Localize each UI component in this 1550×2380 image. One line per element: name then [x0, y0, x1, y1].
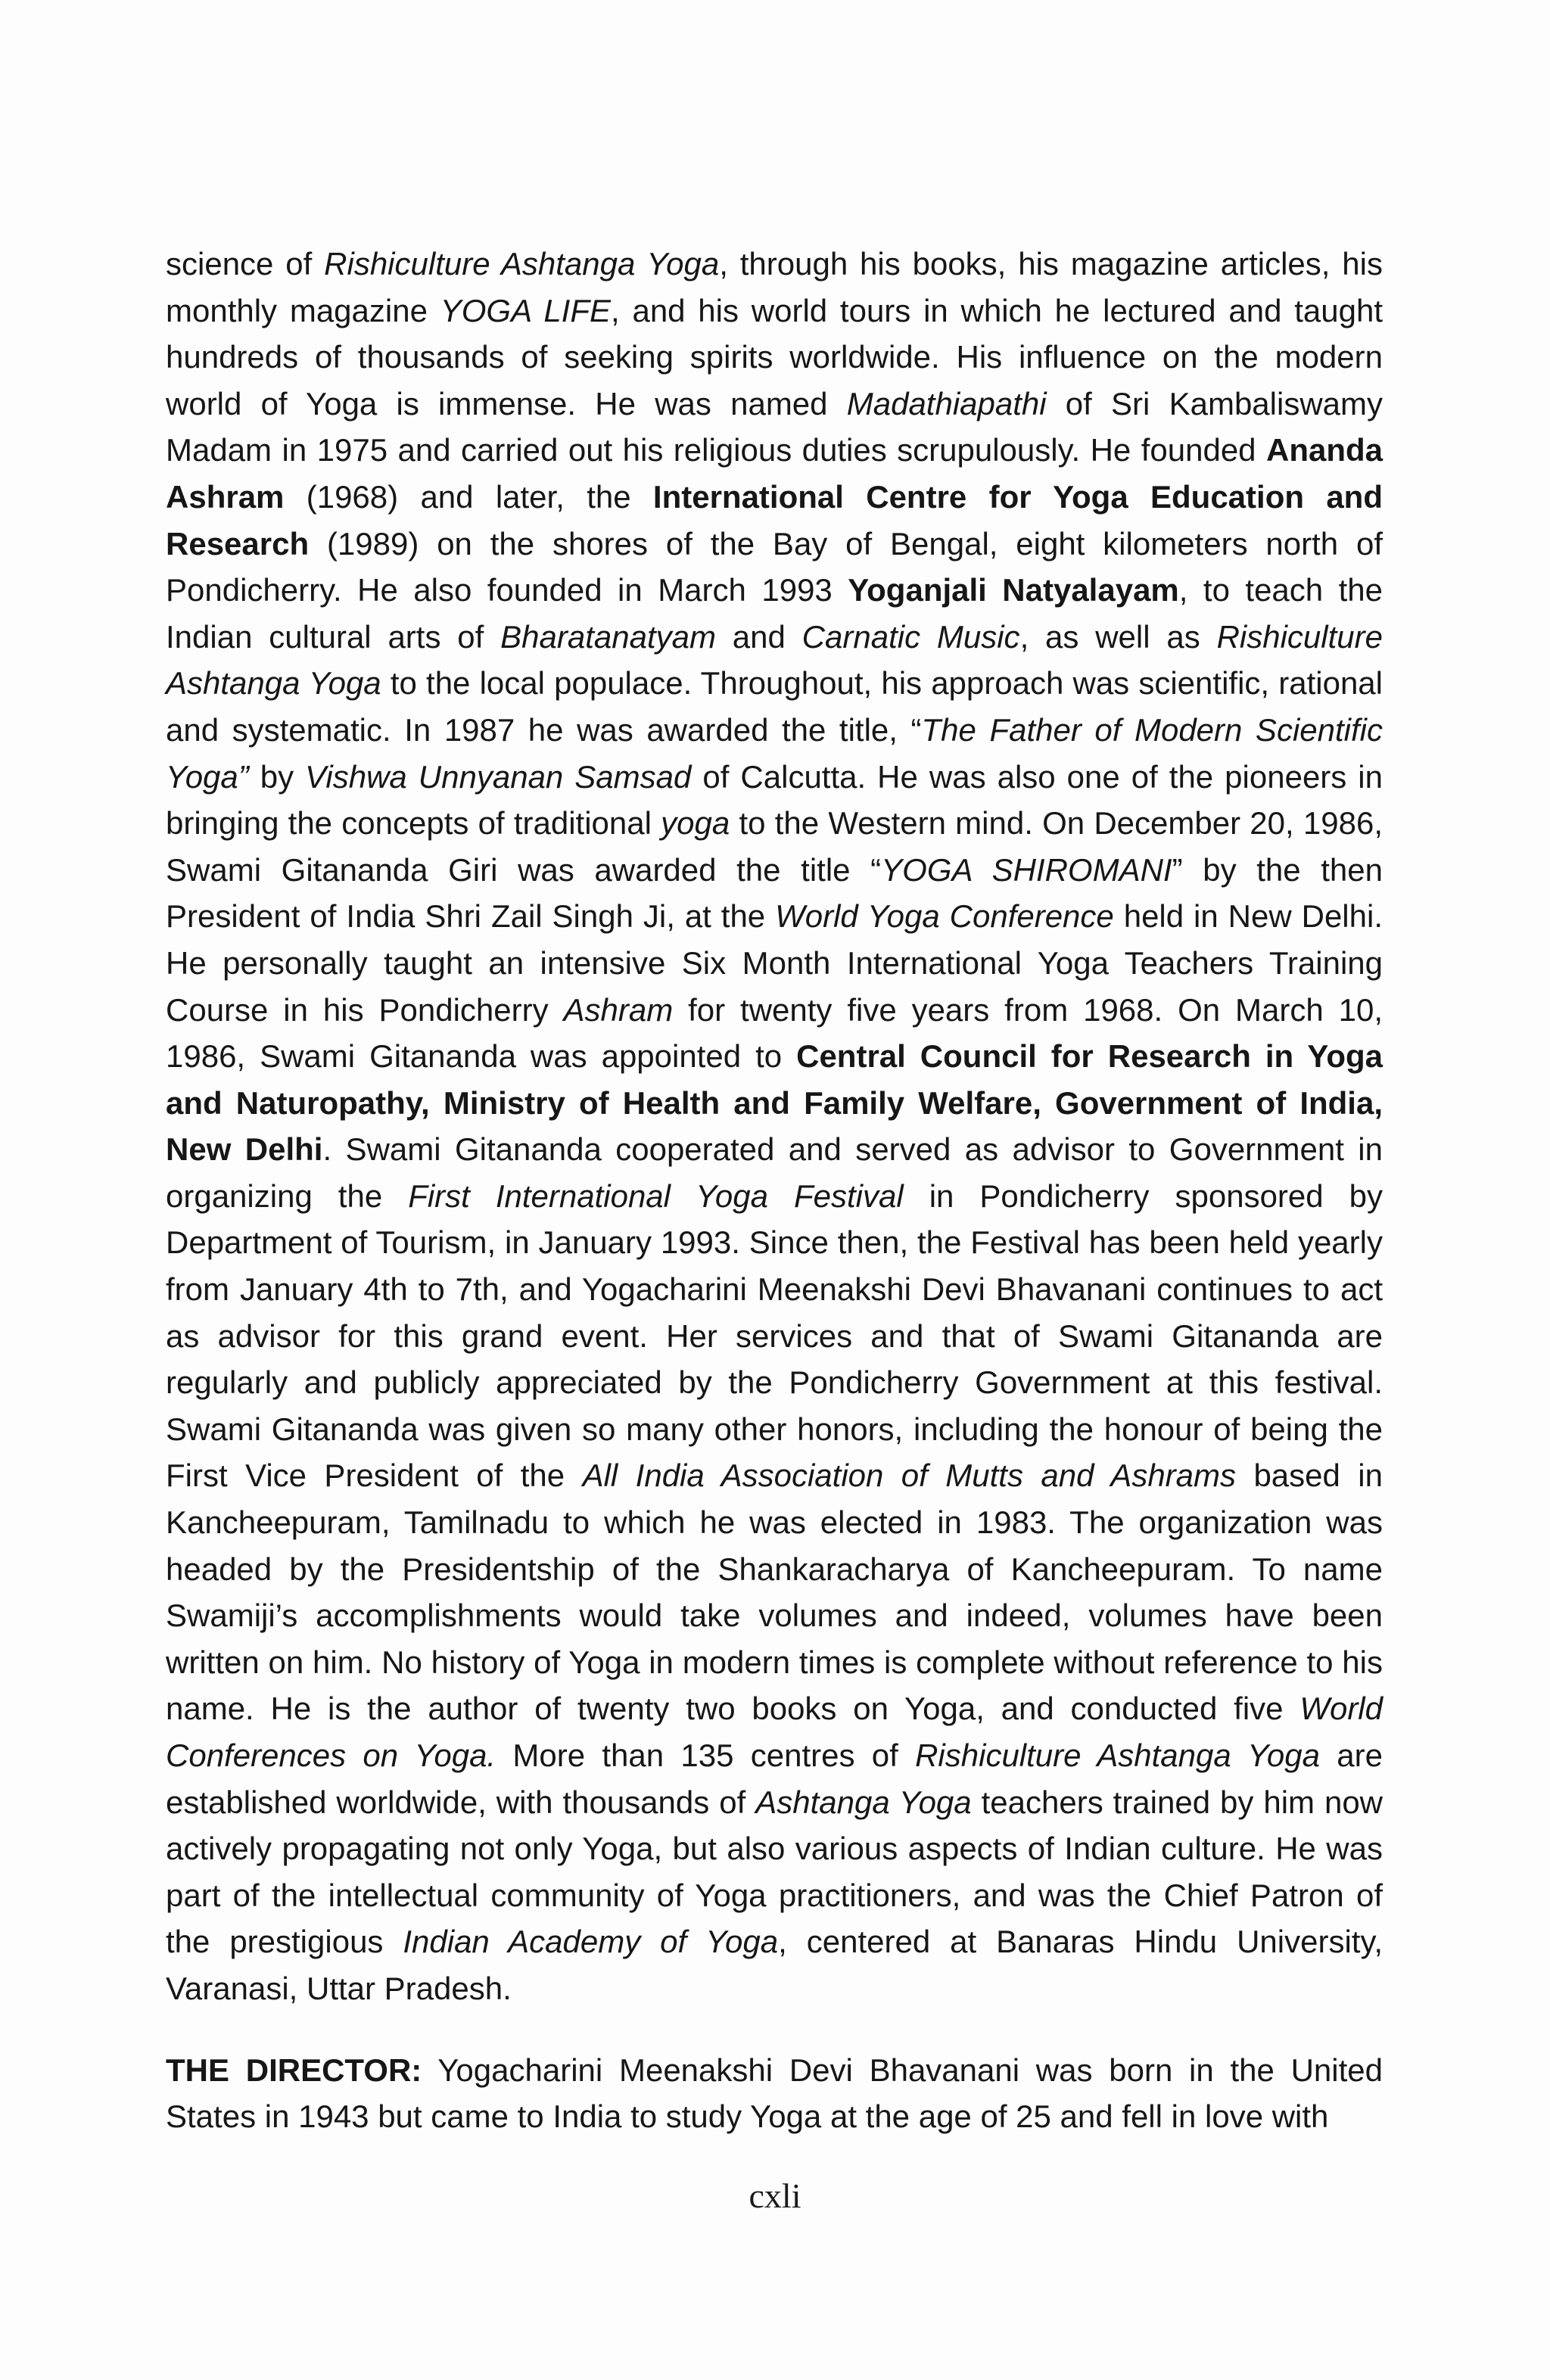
text-run: ” by the then President of India Shri Zail Singh Ji, at the — [166, 851, 1383, 935]
text-run: and — [715, 618, 802, 655]
text-run: , as well as — [1019, 618, 1217, 655]
text-run: held in New Delhi. He personally taught an intensive Six Month International Yoga Teachers Training Course in his Pondicherry — [166, 898, 1383, 1028]
text-run: for twenty five years from 1968. On March 10, 1986, Swami Gitananda was appointed to — [166, 991, 1383, 1075]
text-run: of Calcutta. He was also one of the pioneers in bringing the concepts of traditional — [166, 758, 1383, 842]
bold-phrase: THE DIRECTOR: — [166, 2052, 422, 2088]
italic-phrase: Vishwa Unnyanan Samsad — [305, 758, 692, 795]
text-run: based in Kancheepuram, Tamilnadu to which he was elected in 1983. The organization was headed by the Presidentship of the Shankaracharya of Kancheepuram. To name Swamiji’s accomplishments would take volumes and indeed, volumes have been written on him. No history of Yoga in modern times is complete without reference to his name. He is the author of twenty two books on Yoga, and conducted five — [166, 1458, 1383, 1727]
italic-phrase: YOGA SHIROMANI — [881, 851, 1172, 888]
italic-phrase: Ashtanga Yoga — [755, 1784, 972, 1820]
italic-phrase: Madathiapathi — [846, 385, 1047, 422]
italic-phrase: All India Association of Mutts and Ashrams — [582, 1458, 1237, 1494]
italic-phrase: YOGA LIFE — [440, 292, 612, 328]
italic-phrase: Ashram — [563, 991, 674, 1028]
text-run: to the local populace. Throughout, his approach was scientific, rational and systematic. In 1987 he was awarded the title, “ — [166, 665, 1383, 748]
text-run: . Swami Gitananda cooperated and served as advisor to Government in organizing the — [166, 1131, 1383, 1214]
text-run: science of — [166, 246, 325, 282]
text-run: , centered at Banaras Hindu University, Varanasi, Uttar Pradesh. — [166, 1924, 1383, 2006]
text-run: to the Western mind. On December 20, 1986, Swami Gitananda Giri was awarded the title “ — [166, 805, 1383, 888]
page-number: cxli — [749, 2176, 801, 2215]
bold-phrase: Central Council for Research in Yoga and Naturopathy, Ministry of Health and Family Welfare, Government of India, New Delhi — [166, 1038, 1383, 1168]
paragraph-gitananda-biography — [166, 241, 1383, 2012]
italic-phrase: Rishiculture Ashtanga Yoga — [166, 618, 1383, 702]
text-run: (1968) and later, the — [284, 478, 653, 515]
italic-phrase: The Father of Modern Scientific Yoga” — [166, 711, 1383, 795]
paragraph-spacer — [166, 2012, 1383, 2047]
italic-phrase: Rishiculture Ashtanga Yoga — [915, 1738, 1321, 1773]
text-run: , through his books, his magazine articles, his monthly magazine — [166, 246, 1383, 328]
text-run: of Sri Kambaliswamy Madam in 1975 and carried out his religious duties scrupulously. He founded — [166, 385, 1383, 468]
text-run: Yogacharini Meenakshi Devi Bhavanani was born in the United States in 1943 but came to India to study Yoga at the age of 25 and fell in love with — [166, 2052, 1383, 2135]
text-run: in Pondicherry sponsored by Department of Tourism, in January 1993. Since then, the Festival has been held yearly from January 4th to 7th, and Yogacharini Meenakshi Devi Bhavanani continues to act as advisor for this grand event. Her services and that of Swami Gitananda are regularly and publicly appreciated by the Pondicherry Government at this festival. Swami Gitananda was given so many other honors, including the honour of being the First Vice President of the — [166, 1178, 1383, 1494]
text-run: (1989) on the shores of the Bay of Bengal, eight kilometers north of Pondicherry. He also founded in March 1993 — [166, 525, 1383, 608]
italic-phrase: First International Yoga Festival — [408, 1178, 904, 1214]
italic-phrase: Carnatic Music — [801, 618, 1020, 655]
italic-phrase: World Conferences on Yoga. — [166, 1691, 1383, 1773]
italic-phrase: Bharatanatyam — [500, 618, 716, 655]
text-run: More than 135 centres of — [496, 1738, 916, 1773]
bold-phrase: International Centre for Yoga Education and Research — [166, 478, 1383, 562]
text-run: , and his world tours in which he lectured and taught hundreds of thousands of seeking spirits worldwide. His influence on the modern world of Yoga is immense. He was named — [166, 292, 1383, 422]
text-run: by — [248, 758, 306, 795]
bold-phrase: Ananda Ashram — [166, 432, 1383, 515]
text-run: , to teach the Indian cultural arts of — [166, 572, 1383, 655]
bold-phrase: Yoganjali Natyalayam — [848, 572, 1179, 608]
italic-phrase: yoga — [661, 805, 730, 842]
text-run: are established worldwide, with thousands of — [166, 1738, 1383, 1820]
text-run: teachers trained by him now actively propagating not only Yoga, but also various aspects of Indian culture. He was part of the intellectual community of Yoga practitioners, and was the Chief Patron of the prestigious — [166, 1784, 1383, 1960]
italic-phrase: Rishiculture Ashtanga Yoga — [324, 246, 720, 282]
italic-phrase: Indian Academy of Yoga — [403, 1924, 779, 1960]
body-text — [166, 241, 1383, 2140]
italic-phrase: World Yoga Conference — [775, 898, 1114, 935]
paragraph-the-director — [166, 2047, 1383, 2140]
